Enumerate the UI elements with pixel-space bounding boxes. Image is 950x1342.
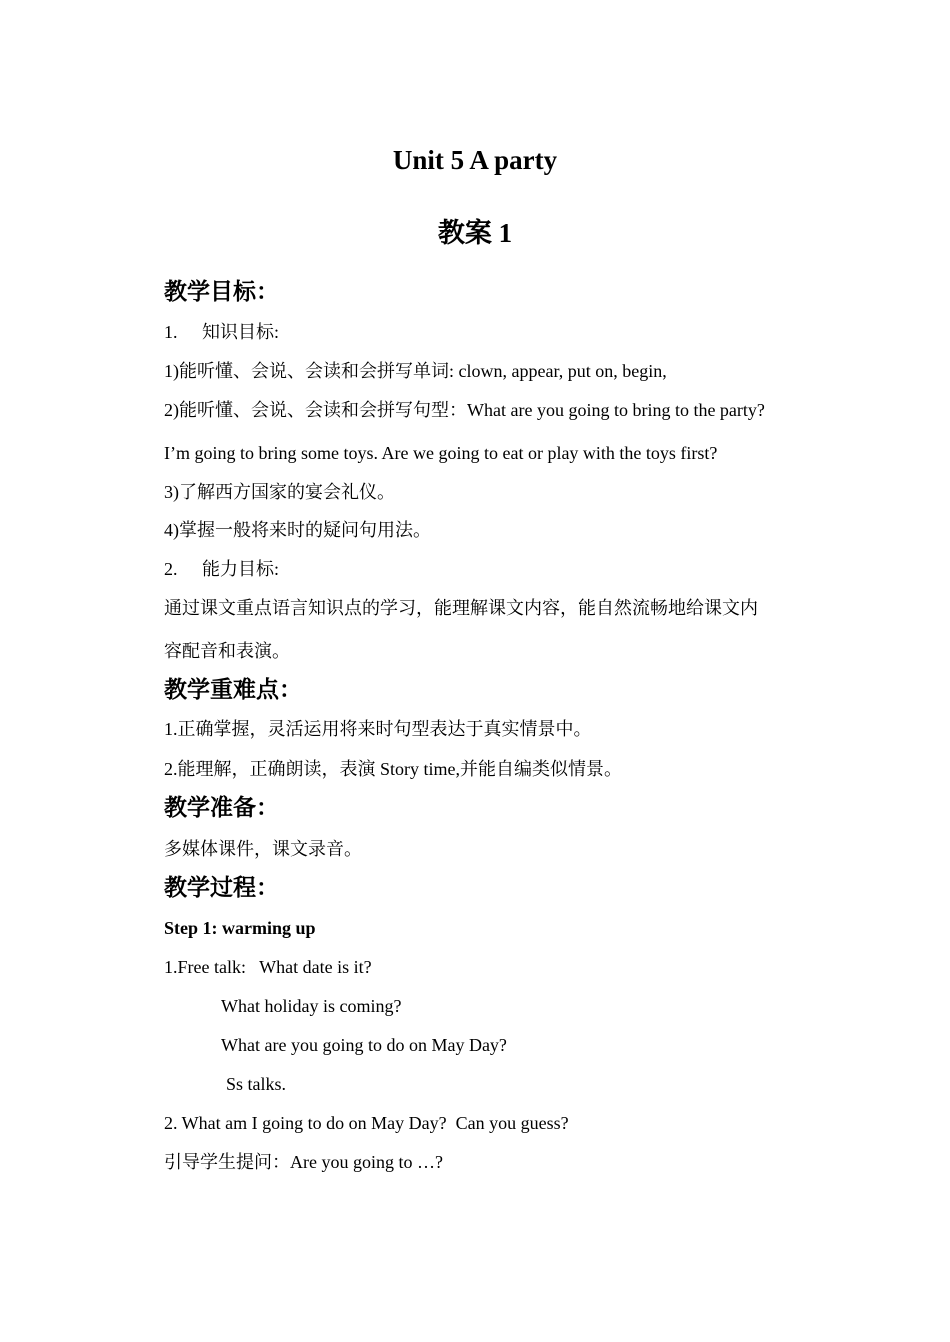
paragraph-line: 1.Free talk: What date is it? [164, 957, 372, 977]
objective-item-ability [164, 558, 279, 580]
list-number: 2. [164, 559, 178, 579]
section-heading-objectives: 教学目标： [164, 279, 279, 305]
paragraph-line: 2)能听懂、会说、会读和会拼写句型：What are you going to bring to the party? [164, 400, 765, 420]
section-heading-preparation: 教学准备： [164, 795, 279, 821]
paragraph-line: 多媒体课件，课文录音。 [164, 839, 362, 859]
paragraph-line: 1.正确掌握，灵活运用将来时句型表达于真实情景中。 [164, 719, 592, 739]
paragraph-line: 引导学生提问：Are you going to …? [164, 1152, 443, 1172]
paragraph-line: What are you going to do on May Day? [221, 1035, 507, 1055]
section-heading-process: 教学过程： [164, 875, 279, 901]
paragraph-line: I’m going to bring some toys. Are we going to eat or play with the toys first? [164, 443, 718, 463]
document-title: Unit 5 A party [392, 145, 558, 175]
list-number: 1. [164, 322, 178, 342]
paragraph-line: What holiday is coming? [221, 996, 402, 1016]
paragraph-line: 4)掌握一般将来时的疑问句用法。 [164, 520, 431, 540]
paragraph-line: 容配音和表演。 [164, 641, 290, 661]
list-label: 知识目标: [202, 322, 280, 342]
document-subtitle: 教案 1 [437, 218, 513, 248]
paragraph-line: 3)了解西方国家的宴会礼仪。 [164, 482, 395, 502]
paragraph-line: 2. What am I going to do on May Day? Can you guess? [164, 1113, 569, 1133]
paragraph-line: Ss talks. [226, 1074, 287, 1094]
objective-item-knowledge [164, 321, 279, 343]
paragraph-line: 通过课文重点语言知识点的学习，能理解课文内容，能自然流畅地给课文内 [164, 598, 758, 618]
paragraph-line: 1)能听懂、会说、会读和会拼写单词: clown, appear, put on, begin, [164, 361, 667, 381]
section-heading-key-points: 教学重难点： [164, 677, 302, 703]
paragraph-line: 2.能理解，正确朗读，表演 Story time,并能自编类似情景。 [164, 759, 622, 779]
list-label: 能力目标: [202, 559, 280, 579]
step-heading: Step 1: warming up [164, 918, 316, 938]
